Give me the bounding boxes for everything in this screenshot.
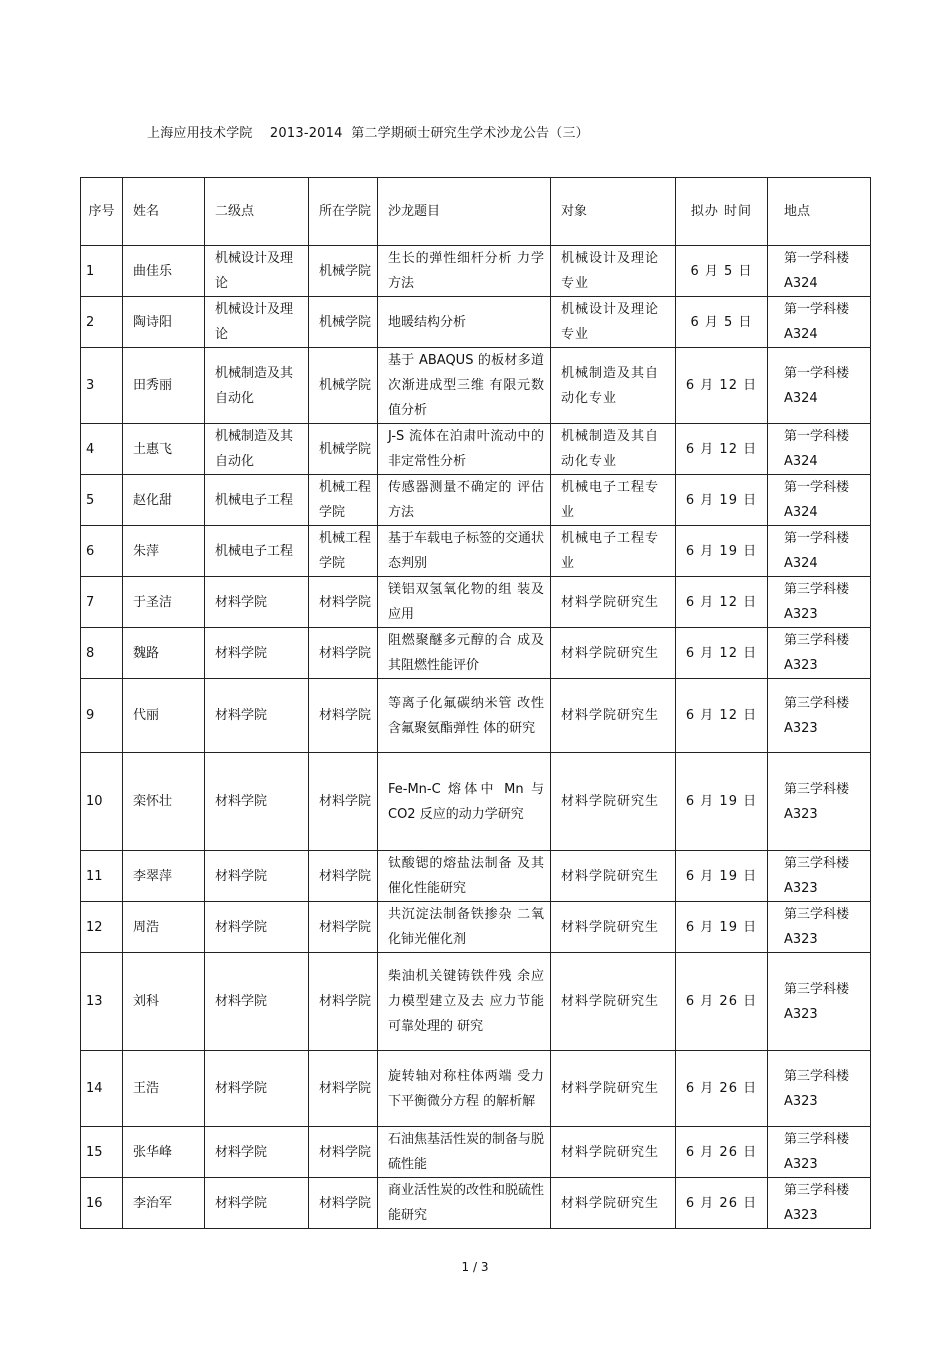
cell-college: 材料学院: [309, 628, 378, 679]
cell-place: 第一学科楼A324: [768, 475, 871, 526]
cell-major: 机械设计及理论: [205, 297, 309, 348]
table-row: [81, 953, 871, 1051]
table-row: [81, 424, 871, 475]
cell-target: 机械制造及其自动化专业: [551, 424, 676, 475]
cell-name: 周浩: [123, 902, 205, 953]
cell-no: 16: [81, 1178, 123, 1229]
cell-place: 第一学科楼A324: [768, 424, 871, 475]
cell-target: 机械设计及理论专业: [551, 246, 676, 297]
table-row: [81, 628, 871, 679]
cell-name: 于圣洁: [123, 577, 205, 628]
cell-no: 15: [81, 1127, 123, 1178]
cell-no: 3: [81, 348, 123, 424]
cell-name: 赵化甜: [123, 475, 205, 526]
cell-college: 材料学院: [309, 1178, 378, 1229]
cell-target: 机械制造及其自动化专业: [551, 348, 676, 424]
cell-target: 材料学院研究生: [551, 753, 676, 851]
cell-time: 6 月 19 日: [676, 902, 768, 953]
cell-place: 第三学科楼A323: [768, 679, 871, 753]
cell-major: 机械设计及理论: [205, 246, 309, 297]
cell-major: 材料学院: [205, 628, 309, 679]
table-row: [81, 1178, 871, 1229]
cell-no: 6: [81, 526, 123, 577]
cell-name: 李治军: [123, 1178, 205, 1229]
cell-name: 刘科: [123, 953, 205, 1051]
cell-topic: 生长的弹性细杆分析 力学方法: [378, 246, 551, 297]
cell-no: 9: [81, 679, 123, 753]
cell-major: 材料学院: [205, 902, 309, 953]
cell-major: 材料学院: [205, 953, 309, 1051]
cell-college: 机械学院: [309, 246, 378, 297]
cell-place: 第三学科楼A323: [768, 953, 871, 1051]
cell-place: 第一学科楼A324: [768, 526, 871, 577]
cell-time: 6 月 26 日: [676, 953, 768, 1051]
document-title: 上海应用技术学院 2013-2014 第二学期硕士研究生学术沙龙公告（三）: [147, 126, 589, 141]
table-header-row: [81, 178, 871, 246]
table-row: [81, 577, 871, 628]
cell-topic: 等离子化氟碳纳米管 改性含氟聚氨酯弹性 体的研究: [378, 679, 551, 753]
cell-no: 7: [81, 577, 123, 628]
cell-major: 材料学院: [205, 1178, 309, 1229]
cell-no: 4: [81, 424, 123, 475]
cell-major: 机械制造及其自动化: [205, 348, 309, 424]
cell-target: 材料学院研究生: [551, 902, 676, 953]
header-target: 对象: [551, 178, 676, 246]
cell-time: 6 月 19 日: [676, 475, 768, 526]
cell-name: 魏路: [123, 628, 205, 679]
cell-major: 机械电子工程: [205, 475, 309, 526]
table-row: [81, 526, 871, 577]
cell-time: 6 月 19 日: [676, 753, 768, 851]
cell-topic: 石油焦基活性炭的制备与脱硫性能: [378, 1127, 551, 1178]
cell-place: 第三学科楼A323: [768, 577, 871, 628]
cell-time: 6 月 26 日: [676, 1178, 768, 1229]
cell-college: 材料学院: [309, 1051, 378, 1127]
header-major: 二级点: [205, 178, 309, 246]
cell-college: 材料学院: [309, 953, 378, 1051]
cell-target: 机械电子工程专业: [551, 475, 676, 526]
cell-topic: 阻燃聚醚多元醇的合 成及其阻燃性能评价: [378, 628, 551, 679]
cell-target: 材料学院研究生: [551, 577, 676, 628]
cell-target: 材料学院研究生: [551, 679, 676, 753]
cell-time: 6 月 12 日: [676, 424, 768, 475]
table-row: [81, 1051, 871, 1127]
cell-time: 6 月 26 日: [676, 1127, 768, 1178]
cell-major: 材料学院: [205, 753, 309, 851]
cell-topic: 地暖结构分析: [378, 297, 551, 348]
cell-name: 陶诗阳: [123, 297, 205, 348]
cell-college: 机械学院: [309, 424, 378, 475]
cell-target: 机械设计及理论专业: [551, 297, 676, 348]
cell-no: 5: [81, 475, 123, 526]
cell-target: 机械电子工程专业: [551, 526, 676, 577]
cell-place: 第一学科楼A324: [768, 297, 871, 348]
cell-place: 第三学科楼A323: [768, 851, 871, 902]
header-time: 拟办 时间: [676, 178, 768, 246]
cell-no: 8: [81, 628, 123, 679]
cell-no: 2: [81, 297, 123, 348]
cell-no: 11: [81, 851, 123, 902]
cell-college: 机械学院: [309, 297, 378, 348]
cell-time: 6 月 12 日: [676, 628, 768, 679]
cell-college: 机械工程学院: [309, 526, 378, 577]
cell-no: 13: [81, 953, 123, 1051]
cell-no: 1: [81, 246, 123, 297]
cell-time: 6 月 26 日: [676, 1051, 768, 1127]
table-row: [81, 753, 871, 851]
cell-name: 张华峰: [123, 1127, 205, 1178]
cell-time: 6 月 19 日: [676, 851, 768, 902]
table-row: [81, 679, 871, 753]
cell-target: 材料学院研究生: [551, 953, 676, 1051]
cell-time: 6 月 12 日: [676, 679, 768, 753]
table-body: [81, 178, 871, 1229]
cell-college: 机械工程学院: [309, 475, 378, 526]
cell-major: 机械电子工程: [205, 526, 309, 577]
cell-topic: 柴油机关键铸铁件残 余应力模型建立及去 应力节能可靠处理的 研究: [378, 953, 551, 1051]
cell-topic: Fe-Mn-C 熔体中 Mn 与CO2 反应的动力学研究: [378, 753, 551, 851]
cell-name: 土惠飞: [123, 424, 205, 475]
cell-no: 14: [81, 1051, 123, 1127]
cell-target: 材料学院研究生: [551, 851, 676, 902]
cell-major: 材料学院: [205, 1127, 309, 1178]
header-topic: 沙龙题目: [378, 178, 551, 246]
cell-name: 田秀丽: [123, 348, 205, 424]
cell-target: 材料学院研究生: [551, 628, 676, 679]
table-row: [81, 1127, 871, 1178]
table-row: [81, 475, 871, 526]
table-row: [81, 348, 871, 424]
cell-major: 材料学院: [205, 1051, 309, 1127]
salon-schedule-table: [80, 177, 871, 1229]
page-number: 1 / 3: [461, 1260, 489, 1274]
cell-college: 材料学院: [309, 902, 378, 953]
cell-place: 第三学科楼A323: [768, 1178, 871, 1229]
cell-time: 6 月 12 日: [676, 577, 768, 628]
cell-place: 第一学科楼A324: [768, 246, 871, 297]
cell-time: 6 月 19 日: [676, 526, 768, 577]
cell-name: 朱萍: [123, 526, 205, 577]
cell-college: 材料学院: [309, 679, 378, 753]
cell-topic: 基于车载电子标签的交通状态判别: [378, 526, 551, 577]
cell-name: 栾怀壮: [123, 753, 205, 851]
cell-college: 材料学院: [309, 1127, 378, 1178]
cell-target: 材料学院研究生: [551, 1051, 676, 1127]
cell-place: 第三学科楼A323: [768, 628, 871, 679]
cell-topic: 旋转轴对称柱体两端 受力下平衡微分方程 的解析解: [378, 1051, 551, 1127]
header-no: 序号: [81, 178, 123, 246]
cell-no: 12: [81, 902, 123, 953]
cell-name: 代丽: [123, 679, 205, 753]
cell-name: 李翠萍: [123, 851, 205, 902]
header-place: 地点: [768, 178, 871, 246]
cell-no: 10: [81, 753, 123, 851]
cell-topic: 镁铝双氢氧化物的组 装及应用: [378, 577, 551, 628]
table-row: [81, 246, 871, 297]
cell-place: 第三学科楼A323: [768, 1127, 871, 1178]
cell-place: 第三学科楼A323: [768, 753, 871, 851]
cell-place: 第三学科楼A323: [768, 902, 871, 953]
cell-name: 曲佳乐: [123, 246, 205, 297]
cell-college: 机械学院: [309, 348, 378, 424]
header-college: 所在学院: [309, 178, 378, 246]
table-row: [81, 851, 871, 902]
cell-time: 6 月 5 日: [676, 246, 768, 297]
cell-topic: 共沉淀法制备铁掺杂 二氧化铈光催化剂: [378, 902, 551, 953]
cell-time: 6 月 5 日: [676, 297, 768, 348]
cell-major: 材料学院: [205, 577, 309, 628]
header-name: 姓名: [123, 178, 205, 246]
cell-college: 材料学院: [309, 851, 378, 902]
cell-college: 材料学院: [309, 577, 378, 628]
cell-name: 王浩: [123, 1051, 205, 1127]
cell-topic: 商业活性炭的改性和脱硫性能研究: [378, 1178, 551, 1229]
cell-target: 材料学院研究生: [551, 1178, 676, 1229]
cell-topic: J-S 流体在泊肃叶流动中的非定常性分析: [378, 424, 551, 475]
cell-place: 第一学科楼A324: [768, 348, 871, 424]
cell-topic: 基于 ABAQUS 的板材多道次渐进成型三维 有限元数值分析: [378, 348, 551, 424]
table-row: [81, 297, 871, 348]
cell-major: 材料学院: [205, 679, 309, 753]
cell-topic: 传感器测量不确定的 评估方法: [378, 475, 551, 526]
cell-time: 6 月 12 日: [676, 348, 768, 424]
cell-major: 机械制造及其自动化: [205, 424, 309, 475]
table-row: [81, 902, 871, 953]
cell-place: 第三学科楼A323: [768, 1051, 871, 1127]
cell-major: 材料学院: [205, 851, 309, 902]
cell-target: 材料学院研究生: [551, 1127, 676, 1178]
cell-topic: 钛酸锶的熔盐法制备 及其催化性能研究: [378, 851, 551, 902]
cell-college: 材料学院: [309, 753, 378, 851]
